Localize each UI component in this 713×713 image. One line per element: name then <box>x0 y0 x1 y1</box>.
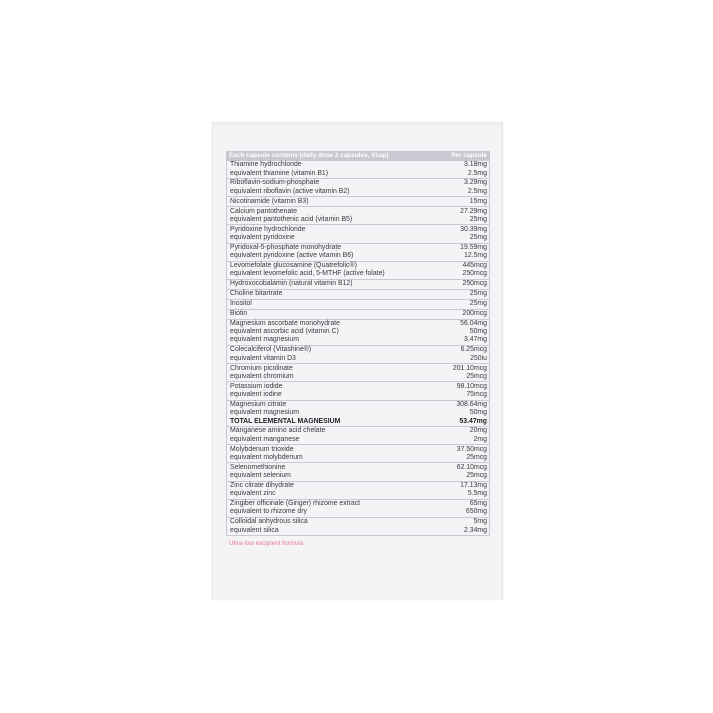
ingredient-name: equivalent pyridoxine <box>230 234 295 242</box>
ingredient-line <box>227 198 489 206</box>
ingredient-amount: 53.47mg <box>459 417 487 425</box>
header-ingredient: Each capsule contains (daily dose 2 capsules, Vcap) <box>229 152 389 159</box>
ingredient-line <box>227 427 489 435</box>
table-body <box>226 161 490 536</box>
ingredient-line <box>227 454 489 462</box>
ingredient-name: equivalent chromium <box>230 372 294 380</box>
ingredient-name: equivalent zinc <box>230 490 276 498</box>
ingredient-amount: 3.47mg <box>464 336 487 344</box>
ingredient-amount: 3.29mg <box>464 179 487 187</box>
ingredient-amount: 20mg <box>469 427 487 435</box>
ingredient-name: Inositol <box>230 300 252 308</box>
ingredient-amount: 65mg <box>469 500 487 508</box>
ingredient-amount: 201.10mcg <box>452 364 487 372</box>
header-amount: Per capsule <box>451 152 487 159</box>
ingredient-name: TOTAL ELEMENTAL MAGNESIUM <box>230 417 341 425</box>
table-header <box>226 151 490 161</box>
ingredient-name: equivalent vitamin D3 <box>230 354 296 362</box>
table-row <box>227 309 489 319</box>
ingredient-name: Manganese amino acid chelate <box>230 427 326 435</box>
ingredient-amount: 17.13mg <box>460 481 487 489</box>
ingredient-amount: 25mcg <box>466 472 487 480</box>
ingredient-name: equivalent to rhizome dry <box>230 508 307 516</box>
ingredient-amount: 250mcg <box>462 270 487 278</box>
ingredient-line <box>227 472 489 480</box>
table-row <box>227 224 489 242</box>
ingredient-name: Biotin <box>230 309 248 317</box>
ingredient-amount: 62.10mcg <box>456 463 487 471</box>
ingredient-name: Chromium picolinate <box>230 364 293 372</box>
ingredient-line <box>227 216 489 224</box>
table-row <box>227 279 489 289</box>
ingredient-name: Pyridoxine hydrochloride <box>230 225 306 233</box>
ingredient-name: equivalent molybdenum <box>230 453 303 461</box>
ingredient-amount: 250iu <box>470 354 487 362</box>
ingredient-line <box>227 310 489 318</box>
ingredient-line <box>227 464 489 472</box>
ingredient-line <box>227 355 489 363</box>
ingredient-name: equivalent ascorbic acid (vitamin C) <box>230 328 339 336</box>
ingredient-amount: 2.5mg <box>467 187 487 195</box>
ingredient-name: equivalent levomefolic acid, 5-MTHF (active folate) <box>230 270 385 278</box>
ingredient-amount: 12.5mg <box>464 252 487 260</box>
ingredient-line <box>227 244 489 252</box>
ingredient-amount: 75mcg <box>466 391 487 399</box>
table-row <box>227 178 489 196</box>
table-row <box>227 261 489 279</box>
table-row <box>227 299 489 309</box>
ingredient-name: Hydroxocobalamin (natural vitamin B12) <box>230 280 353 288</box>
ingredient-line <box>227 290 489 298</box>
ingredient-amount: 650mg <box>465 508 487 516</box>
ingredient-line <box>227 208 489 216</box>
ingredient-line <box>227 365 489 373</box>
ingredient-line <box>227 188 489 196</box>
ingredient-name: Magnesium ascorbate monohydrate <box>230 319 340 327</box>
table-row <box>227 426 489 444</box>
ingredient-line <box>227 500 489 508</box>
ingredient-name: Nicotinamide (vitamin B3) <box>230 197 309 205</box>
ingredient-line <box>227 161 489 169</box>
ingredient-amount: 2.5mg <box>467 169 487 177</box>
ingredient-line <box>227 170 489 178</box>
box-top-edge <box>213 122 502 128</box>
table-row <box>227 319 489 345</box>
ingredient-line <box>227 280 489 288</box>
table-row <box>227 517 489 535</box>
table-row <box>227 400 489 426</box>
ingredient-line <box>227 446 489 454</box>
ingredient-name: equivalent iodine <box>230 391 282 399</box>
ingredient-line <box>227 252 489 260</box>
ingredient-amount: 2mg <box>473 435 487 443</box>
ingredient-line <box>227 401 489 409</box>
ingredient-amount: 37.50mcg <box>456 445 487 453</box>
product-box-back-panel <box>212 122 503 600</box>
ingredient-line <box>227 328 489 336</box>
ingredient-line <box>227 300 489 308</box>
footnote: Ultra-low excipient formula <box>229 540 304 548</box>
ingredient-name: Thiamine hydrochloride <box>230 161 302 169</box>
table-row <box>227 289 489 299</box>
ingredient-amount: 5.5mg <box>467 490 487 498</box>
ingredient-name: equivalent selenium <box>230 472 291 480</box>
ingredient-amount: 200mcg <box>462 309 487 317</box>
ingredient-amount: 25mcg <box>466 453 487 461</box>
ingredient-amount: 6.25mcg <box>460 346 487 354</box>
ingredient-amount: 250mcg <box>462 280 487 288</box>
ingredient-name: equivalent pantothenic acid (vitamin B5) <box>230 215 353 223</box>
ingredient-name: Magnesium citrate <box>230 400 287 408</box>
table-row <box>227 481 489 499</box>
ingredient-name: Zinc citrate dihydrate <box>230 481 294 489</box>
table-row <box>227 444 489 462</box>
ingredient-amount: 25mg <box>469 300 487 308</box>
table-row <box>227 161 489 178</box>
ingredient-amount: 30.39mg <box>460 225 487 233</box>
ingredient-name: Choline bitartrate <box>230 290 283 298</box>
ingredient-name: Potassium iodide <box>230 382 283 390</box>
ingredient-name: equivalent silica <box>230 526 279 534</box>
ingredient-line <box>227 234 489 242</box>
ingredient-line <box>227 482 489 490</box>
ingredient-line <box>227 320 489 328</box>
table-row <box>227 196 489 206</box>
ingredient-amount: 2.34mg <box>464 526 487 534</box>
ingredient-amount: 56.04mg <box>460 319 487 327</box>
table-row <box>227 462 489 480</box>
ingredient-name: Levomefolate glucosamine (Quatrefolic®) <box>230 262 357 270</box>
table-row <box>227 243 489 261</box>
ingredient-amount: 50mg <box>469 409 487 417</box>
ingredient-amount: 5mg <box>473 518 487 526</box>
ingredient-amount: 308.64mg <box>456 400 487 408</box>
ingredient-name: equivalent riboflavin (active vitamin B2) <box>230 187 350 195</box>
ingredient-line <box>227 270 489 278</box>
ingredient-line <box>227 418 489 426</box>
ingredient-line <box>227 527 489 535</box>
ingredient-line <box>227 262 489 270</box>
ingredient-amount: 25mg <box>469 215 487 223</box>
ingredient-amount: 25mg <box>469 234 487 242</box>
table-row <box>227 206 489 224</box>
ingredient-amount: 50mg <box>469 328 487 336</box>
ingredient-name: Zingiber officinale (Ginger) rhizome extract <box>230 500 361 508</box>
ingredient-line <box>227 383 489 391</box>
ingredient-name: Riboflavin-sodium-phosphate <box>230 179 320 187</box>
ingredient-amount: 15mg <box>469 197 487 205</box>
ingredient-amount: 25mcg <box>466 372 487 380</box>
ingredient-line <box>227 226 489 234</box>
ingredient-amount: 25mg <box>469 290 487 298</box>
ingredient-name: equivalent pyridoxine (active vitamin B6) <box>230 252 354 260</box>
ingredient-amount: 98.10mcg <box>456 382 487 390</box>
ingredient-name: equivalent thiamine (vitamin B1) <box>230 169 329 177</box>
ingredient-name: Molybdenum trioxide <box>230 445 294 453</box>
ingredient-amount: 27.29mg <box>460 207 487 215</box>
ingredient-name: Pyridoxal-5-phosphate monohydrate <box>230 243 342 251</box>
table-row <box>227 499 489 517</box>
ingredient-line <box>227 409 489 417</box>
ingredient-line <box>227 518 489 526</box>
ingredient-line <box>227 179 489 187</box>
ingredient-line <box>227 336 489 344</box>
ingredients-table <box>226 151 490 547</box>
ingredient-line <box>227 346 489 354</box>
table-row <box>227 381 489 399</box>
ingredient-name: Calcium pantothenate <box>230 207 298 215</box>
ingredient-name: equivalent magnesium <box>230 336 299 344</box>
ingredient-amount: 445mcg <box>462 262 487 270</box>
ingredient-name: Selenomethionine <box>230 463 286 471</box>
ingredient-line <box>227 436 489 444</box>
ingredient-line <box>227 373 489 381</box>
ingredient-name: Colecalciferol (Vitashine®) <box>230 346 312 354</box>
ingredient-line <box>227 490 489 498</box>
ingredient-name: equivalent magnesium <box>230 409 299 417</box>
table-row <box>227 345 489 363</box>
ingredient-line <box>227 391 489 399</box>
ingredient-name: equivalent manganese <box>230 435 300 443</box>
ingredient-amount: 3.18mg <box>464 161 487 169</box>
table-row <box>227 363 489 381</box>
ingredient-name: Colloidal anhydrous silica <box>230 518 308 526</box>
ingredient-line <box>227 508 489 516</box>
ingredient-amount: 19.59mg <box>460 243 487 251</box>
